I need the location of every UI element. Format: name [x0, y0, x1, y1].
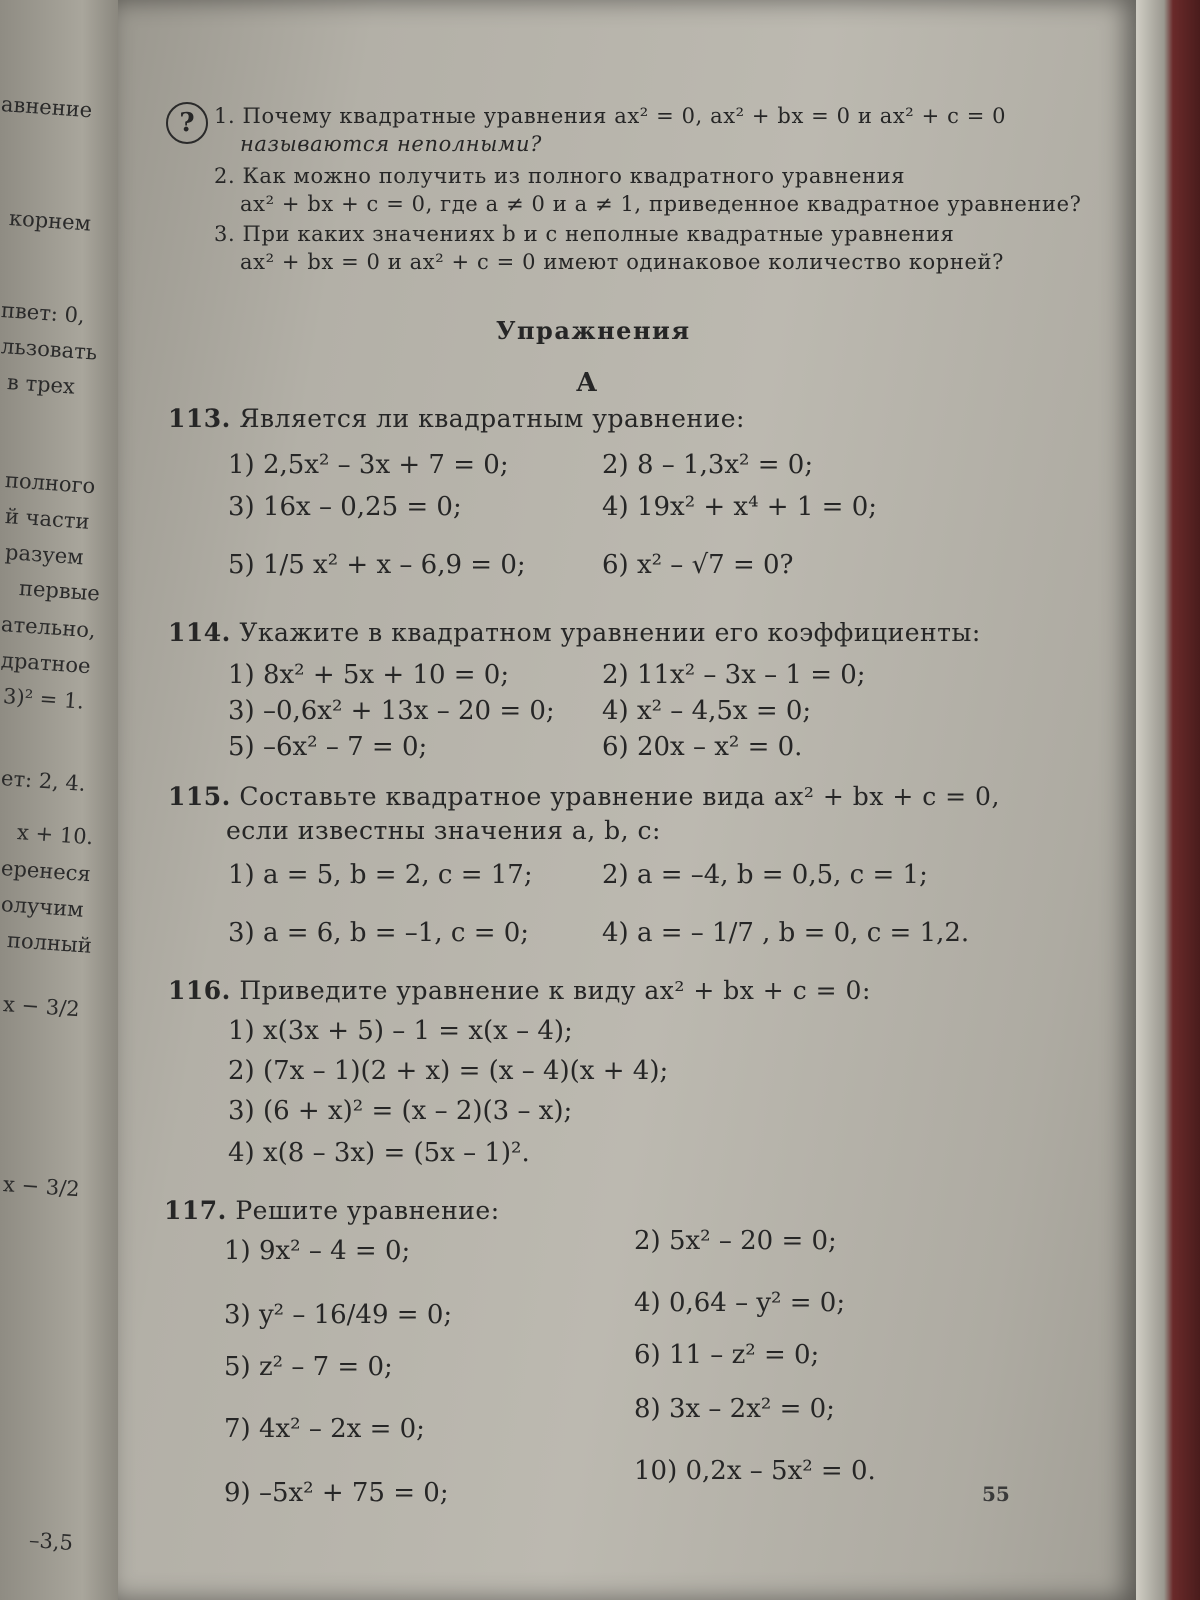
exercise-item: 4) 19x² + x⁴ + 1 = 0; — [602, 492, 877, 522]
left-fragment: ательно, — [0, 612, 97, 643]
exercise-115-heading-line-2: если известны значения a, b, c: — [226, 816, 661, 845]
question-number: 2. — [214, 164, 236, 188]
exercise-117-heading — [164, 1196, 500, 1225]
question-1-line-2: называются неполными? — [240, 132, 542, 156]
exercise-item: 3) y² – 16/49 = 0; — [224, 1300, 453, 1330]
exercise-item: 10) 0,2x – 5x² = 0. — [634, 1456, 876, 1486]
left-fragment: ет: 2, 4. — [0, 766, 87, 796]
exercise-item: 2) 8 – 1,3x² = 0; — [602, 450, 814, 480]
exercise-item: 5) 1/5 x² + x – 6,9 = 0; — [228, 550, 526, 580]
section-title: Упражнения — [496, 316, 691, 345]
left-fragment: льзовать — [0, 334, 99, 365]
exercise-item: 4) x² – 4,5x = 0; — [602, 696, 812, 726]
exercise-item: 6) 20x – x² = 0. — [602, 732, 803, 762]
exercise-title: Решите уравнение: — [235, 1196, 500, 1225]
left-fragment: в трех — [6, 370, 76, 399]
exercise-number: 115. — [168, 782, 231, 811]
exercise-item: 1) a = 5, b = 2, c = 17; — [228, 860, 533, 890]
exercise-number: 116. — [168, 976, 231, 1005]
question-number: 1. — [214, 104, 236, 128]
question-number: 3. — [214, 222, 236, 246]
exercise-item: 2) 5x² – 20 = 0; — [634, 1226, 837, 1256]
question-2-line-1 — [214, 164, 905, 188]
exercise-title: Укажите в квадратном уравнении его коэффициенты: — [239, 618, 981, 647]
question-1-line-1 — [214, 104, 1006, 128]
exercise-item: 7) 4x² – 2x = 0; — [224, 1414, 425, 1444]
exercise-113-heading — [168, 404, 745, 433]
left-fragment: дратное — [0, 648, 92, 679]
exercise-item: 5) z² – 7 = 0; — [224, 1352, 393, 1382]
exercise-114-heading — [168, 618, 981, 647]
left-fragment: разуем — [4, 540, 85, 570]
exercise-item: 1) 2,5x² – 3x + 7 = 0; — [228, 450, 509, 480]
exercise-item: 1) 8x² + 5x + 10 = 0; — [228, 660, 510, 690]
left-fragment: пвет: 0, — [0, 298, 86, 328]
exercise-item: 3) (6 + x)² = (x – 2)(3 – x); — [228, 1096, 573, 1126]
left-fragment: 3)² = 1. — [2, 684, 85, 714]
exercise-item: 1) 9x² – 4 = 0; — [224, 1236, 411, 1266]
exercise-116-heading — [168, 976, 871, 1005]
exercise-item: 3) a = 6, b = –1, c = 0; — [228, 918, 530, 948]
left-fragment: олучим — [0, 892, 85, 922]
exercise-number: 117. — [164, 1196, 227, 1225]
left-fragment: корнем — [8, 206, 92, 236]
exercise-item: 6) 11 – z² = 0; — [634, 1340, 820, 1370]
question-text: Как можно получить из полного квадратного уравнения — [242, 164, 906, 188]
exercise-item: 2) a = –4, b = 0,5, c = 1; — [602, 860, 928, 890]
left-fragment: полный — [6, 928, 93, 958]
exercise-item: 9) –5x² + 75 = 0; — [224, 1478, 449, 1508]
left-fragment: –3,5 — [28, 1528, 74, 1556]
exercise-item: 8) 3x – 2x² = 0; — [634, 1394, 835, 1424]
exercise-item: 2) 11x² – 3x – 1 = 0; — [602, 660, 866, 690]
exercise-item: 4) a = – 1/7 , b = 0, c = 1,2. — [602, 918, 970, 948]
exercise-item: 1) x(3x + 5) – 1 = x(x – 4); — [228, 1016, 573, 1046]
exercise-item: 3) –0,6x² + 13x – 20 = 0; — [228, 696, 555, 726]
left-fragment: первые — [18, 576, 101, 606]
question-2-line-2: ax² + bx + c = 0, где a ≠ 0 и a ≠ 1, приведенное квадратное уравнение? — [240, 192, 1082, 216]
exercise-item: 4) 0,64 – y² = 0; — [634, 1288, 846, 1318]
left-fragment: й части — [4, 504, 91, 534]
exercise-item: 6) x² – √7 = 0? — [602, 550, 794, 580]
textbook-page — [118, 0, 1136, 1600]
question-mark-icon: ? — [166, 102, 208, 144]
left-fragment: x − 3/2 — [2, 1172, 81, 1202]
question-text: Почему квадратные уравнения ax² = 0, ax² + bx = 0 и ax² + c = 0 — [242, 104, 1007, 128]
exercise-number: 113. — [168, 404, 231, 433]
exercise-number: 114. — [168, 618, 231, 647]
exercise-item: 5) –6x² – 7 = 0; — [228, 732, 428, 762]
question-text: При каких значениях b и c неполные квадратные уравнения — [242, 222, 955, 246]
exercise-title: Приведите уравнение к виду ax² + bx + c = 0: — [239, 976, 871, 1005]
left-fragment: еренеся — [0, 856, 92, 887]
exercise-item: 3) 16x – 0,25 = 0; — [228, 492, 462, 522]
question-3-line-2: ax² + bx = 0 и ax² + c = 0 имеют одинаковое количество корней? — [240, 250, 1004, 274]
exercise-title: Составьте квадратное уравнение вида ax² + bx + c = 0, — [239, 782, 1000, 811]
left-fragment: x + 10. — [16, 820, 95, 850]
page-number: 55 — [982, 1482, 1010, 1506]
left-fragment: полного — [4, 468, 97, 499]
question-3-line-1 — [214, 222, 954, 246]
exercise-item: 2) (7x – 1)(2 + x) = (x – 4)(x + 4); — [228, 1056, 669, 1086]
exercise-title: Является ли квадратным уравнение: — [239, 404, 745, 433]
left-fragment: x − 3/2 — [2, 992, 81, 1022]
exercise-115-heading — [168, 782, 1000, 811]
left-fragment: авнение — [0, 92, 93, 123]
exercise-item: 4) x(8 – 3x) = (5x – 1)². — [228, 1138, 530, 1168]
subsection-letter: А — [576, 368, 598, 398]
